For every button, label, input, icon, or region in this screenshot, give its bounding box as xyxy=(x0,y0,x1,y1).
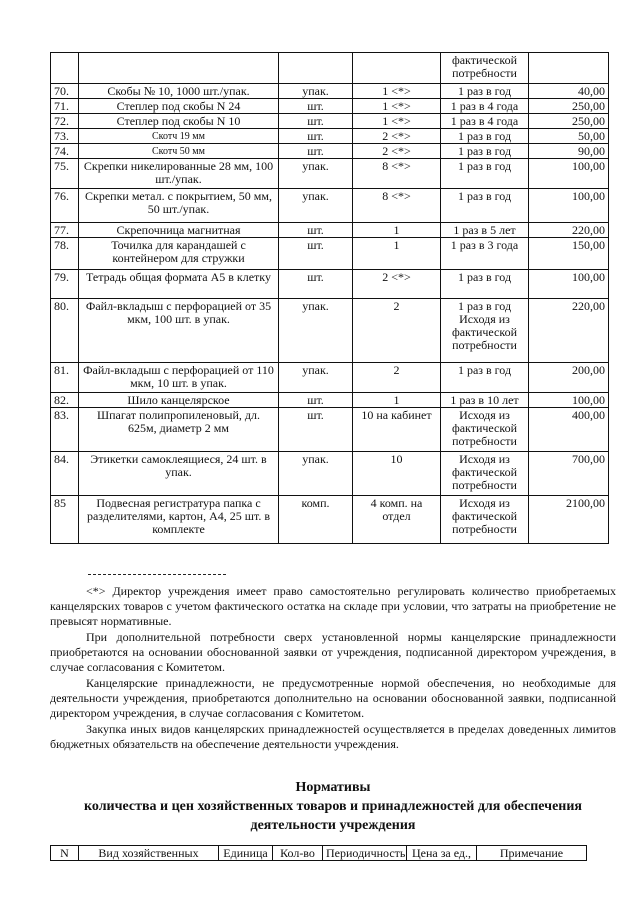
table-row xyxy=(51,408,609,452)
cell-price: 2100,00 xyxy=(529,496,609,544)
cell-qty: 1 xyxy=(353,393,441,408)
cell-period: 1 раз в год Исходя из фактической потребности xyxy=(441,299,529,363)
cell-name: Степлер под скобы N 10 xyxy=(79,114,279,129)
cell-name: Подвесная регистратура папка с разделителями, картон, А4, 25 шт. в комплекте xyxy=(79,496,279,544)
cell-price: 250,00 xyxy=(529,114,609,129)
cell-qty: 2 xyxy=(353,299,441,363)
cell-num: 70. xyxy=(51,84,79,99)
cell-qty: 1 xyxy=(353,223,441,238)
cell-unit: шт. xyxy=(279,129,353,144)
cell-unit: упак. xyxy=(279,452,353,496)
cell-unit: шт. xyxy=(279,114,353,129)
header-unit: Единица xyxy=(219,846,273,861)
header-period: Периодичность xyxy=(323,846,407,861)
table-row xyxy=(51,84,609,99)
cell-name: Скобы № 10, 1000 шт./упак. xyxy=(79,84,279,99)
cell-period: 1 раз в год xyxy=(441,129,529,144)
table-row xyxy=(51,53,609,84)
cell-price: 200,00 xyxy=(529,363,609,393)
cell-price: 220,00 xyxy=(529,223,609,238)
cell-num: 71. xyxy=(51,99,79,114)
cell-price: 220,00 xyxy=(529,299,609,363)
cell-num: 83. xyxy=(51,408,79,452)
table-row xyxy=(51,223,609,238)
cell-period: 1 раз в 10 лет xyxy=(441,393,529,408)
cell-price xyxy=(529,53,609,84)
cell-qty: 2 xyxy=(353,363,441,393)
header-note: Примечание xyxy=(477,846,587,861)
cell-period: 1 раз в 4 года xyxy=(441,99,529,114)
cell-num xyxy=(51,53,79,84)
cell-period: Исходя из фактической потребности xyxy=(441,452,529,496)
cell-unit: шт. xyxy=(279,393,353,408)
table-row xyxy=(51,452,609,496)
header-num: N xyxy=(51,846,79,861)
cell-num: 74. xyxy=(51,144,79,159)
cell-num: 82. xyxy=(51,393,79,408)
table-row xyxy=(51,393,609,408)
cell-name: Скрепки никелированные 28 мм, 100 шт./упак. xyxy=(79,159,279,189)
table-row xyxy=(51,99,609,114)
section-subtitle-line-1: количества и цен хозяйственных товаров и принадлежностей для обеспечения xyxy=(84,799,582,814)
cell-name: Скотч 19 мм xyxy=(79,129,279,144)
cell-name: Тетрадь общая формата А5 в клетку xyxy=(79,270,279,299)
cell-qty: 1 <*> xyxy=(353,114,441,129)
cell-unit: шт. xyxy=(279,99,353,114)
cell-price: 100,00 xyxy=(529,393,609,408)
cell-unit: комп. xyxy=(279,496,353,544)
cell-period: 1 раз в год xyxy=(441,189,529,223)
table-row xyxy=(51,144,609,159)
cell-num: 75. xyxy=(51,159,79,189)
note-paragraph-2: При дополнительной потребности сверх установленной нормы канцелярские принадлежности приобретаются на основании обоснованной заявки от учреждения, подписанной директором учреждения, в случае согласования с Комитетом. xyxy=(50,630,616,674)
table-row xyxy=(51,238,609,270)
cell-qty: 1 xyxy=(353,238,441,270)
header-name: Вид хозяйственных xyxy=(79,846,219,861)
cell-qty xyxy=(353,53,441,84)
cell-price: 700,00 xyxy=(529,452,609,496)
cell-name: Скрепки метал. с покрытием, 50 мм, 50 шт./упак. xyxy=(79,189,279,223)
cell-price: 100,00 xyxy=(529,270,609,299)
table-row xyxy=(51,159,609,189)
note-paragraph-1: <*> Директор учреждения имеет право самостоятельно регулировать количество приобретаемых канцелярских товаров с учетом фактического остатка на складе при условии, что затраты на приобретение не превысят нормативные. xyxy=(50,584,616,628)
table-row xyxy=(51,189,609,223)
cell-price: 40,00 xyxy=(529,84,609,99)
cell-qty: 1 <*> xyxy=(353,84,441,99)
table-row xyxy=(51,496,609,544)
cell-unit: упак. xyxy=(279,363,353,393)
cell-num: 84. xyxy=(51,452,79,496)
cell-period: 1 раз в год xyxy=(441,270,529,299)
table-header-row xyxy=(51,846,587,861)
cell-name: Скотч 50 мм xyxy=(79,144,279,159)
note-paragraph-4: Закупка иных видов канцелярских принадлежностей осуществляется в пределах доведенных лимитов бюджетных обязательств на обеспечение деятельности учреждения. xyxy=(50,722,616,751)
cell-price: 90,00 xyxy=(529,144,609,159)
cell-qty: 2 <*> xyxy=(353,129,441,144)
cell-name: Этикетки самоклеящиеся, 24 шт. в упак. xyxy=(79,452,279,496)
cell-num: 79. xyxy=(51,270,79,299)
cell-num: 77. xyxy=(51,223,79,238)
cell-qty: 2 <*> xyxy=(353,144,441,159)
cell-unit: упак. xyxy=(279,84,353,99)
cell-unit: упак. xyxy=(279,159,353,189)
cell-num: 85 xyxy=(51,496,79,544)
cell-period: Исходя из фактической потребности xyxy=(441,408,529,452)
cell-price: 100,00 xyxy=(529,159,609,189)
note-paragraph-3: Канцелярские принадлежности, не предусмотренные нормой обеспечения, но необходимые для деятельности учреждения, приобретаются дополнительно на основании обоснованной заявки, подписанной директором учреждения, в случае согласования с Комитетом. xyxy=(50,676,616,720)
section-subtitle-line-2: деятельности учреждения xyxy=(250,818,416,833)
cell-period: 1 раз в год xyxy=(441,84,529,99)
table-row xyxy=(51,270,609,299)
cell-unit xyxy=(279,53,353,84)
cell-num: 81. xyxy=(51,363,79,393)
cell-num: 72. xyxy=(51,114,79,129)
header-qty: Кол-во xyxy=(273,846,323,861)
cell-name: Шпагат полипропиленовый, дл. 625м, диаметр 2 мм xyxy=(79,408,279,452)
cell-price: 100,00 xyxy=(529,189,609,223)
cell-name: Шило канцелярское xyxy=(79,393,279,408)
cell-unit: упак. xyxy=(279,189,353,223)
header-price: Цена за ед., xyxy=(407,846,477,861)
cell-period: фактической потребности xyxy=(441,53,529,84)
cell-period: 1 раз в год xyxy=(441,363,529,393)
cell-period: Исходя из фактической потребности xyxy=(441,496,529,544)
cell-unit: упак. xyxy=(279,299,353,363)
cell-qty: 10 на кабинет xyxy=(353,408,441,452)
cell-unit: шт. xyxy=(279,223,353,238)
cell-num: 73. xyxy=(51,129,79,144)
table-row xyxy=(51,114,609,129)
cell-period: 1 раз в 3 года xyxy=(441,238,529,270)
cell-qty: 1 <*> xyxy=(353,99,441,114)
cell-num: 78. xyxy=(51,238,79,270)
cell-price: 400,00 xyxy=(529,408,609,452)
cell-num: 76. xyxy=(51,189,79,223)
cell-period: 1 раз в 4 года xyxy=(441,114,529,129)
cell-unit: шт. xyxy=(279,238,353,270)
table-row xyxy=(51,363,609,393)
cell-name: Точилка для карандашей с контейнером для стружки xyxy=(79,238,279,270)
cell-price: 50,00 xyxy=(529,129,609,144)
cell-name: Степлер под скобы N 24 xyxy=(79,99,279,114)
office-supplies-table xyxy=(50,52,609,544)
cell-price: 250,00 xyxy=(529,99,609,114)
cell-period: 1 раз в год xyxy=(441,159,529,189)
cell-name: Скрепочница магнитная xyxy=(79,223,279,238)
cell-num: 80. xyxy=(51,299,79,363)
cell-period: 1 раз в год xyxy=(441,144,529,159)
section-title: Нормативы xyxy=(295,780,371,795)
cell-name: Файл-вкладыш с перфорацией от 110 мкм, 10 шт. в упак. xyxy=(79,363,279,393)
cell-period: 1 раз в 5 лет xyxy=(441,223,529,238)
table-row xyxy=(51,129,609,144)
footnote-separator xyxy=(88,574,226,575)
cell-qty: 2 <*> xyxy=(353,270,441,299)
cell-qty: 8 <*> xyxy=(353,159,441,189)
cell-unit: шт. xyxy=(279,270,353,299)
household-goods-table xyxy=(50,845,587,861)
cell-unit: шт. xyxy=(279,144,353,159)
cell-price: 150,00 xyxy=(529,238,609,270)
cell-unit: шт. xyxy=(279,408,353,452)
table-row xyxy=(51,299,609,363)
cell-name xyxy=(79,53,279,84)
cell-qty: 8 <*> xyxy=(353,189,441,223)
cell-qty: 4 комп. на отдел xyxy=(353,496,441,544)
cell-name: Файл-вкладыш с перфорацией от 35 мкм, 100 шт. в упак. xyxy=(79,299,279,363)
cell-qty: 10 xyxy=(353,452,441,496)
